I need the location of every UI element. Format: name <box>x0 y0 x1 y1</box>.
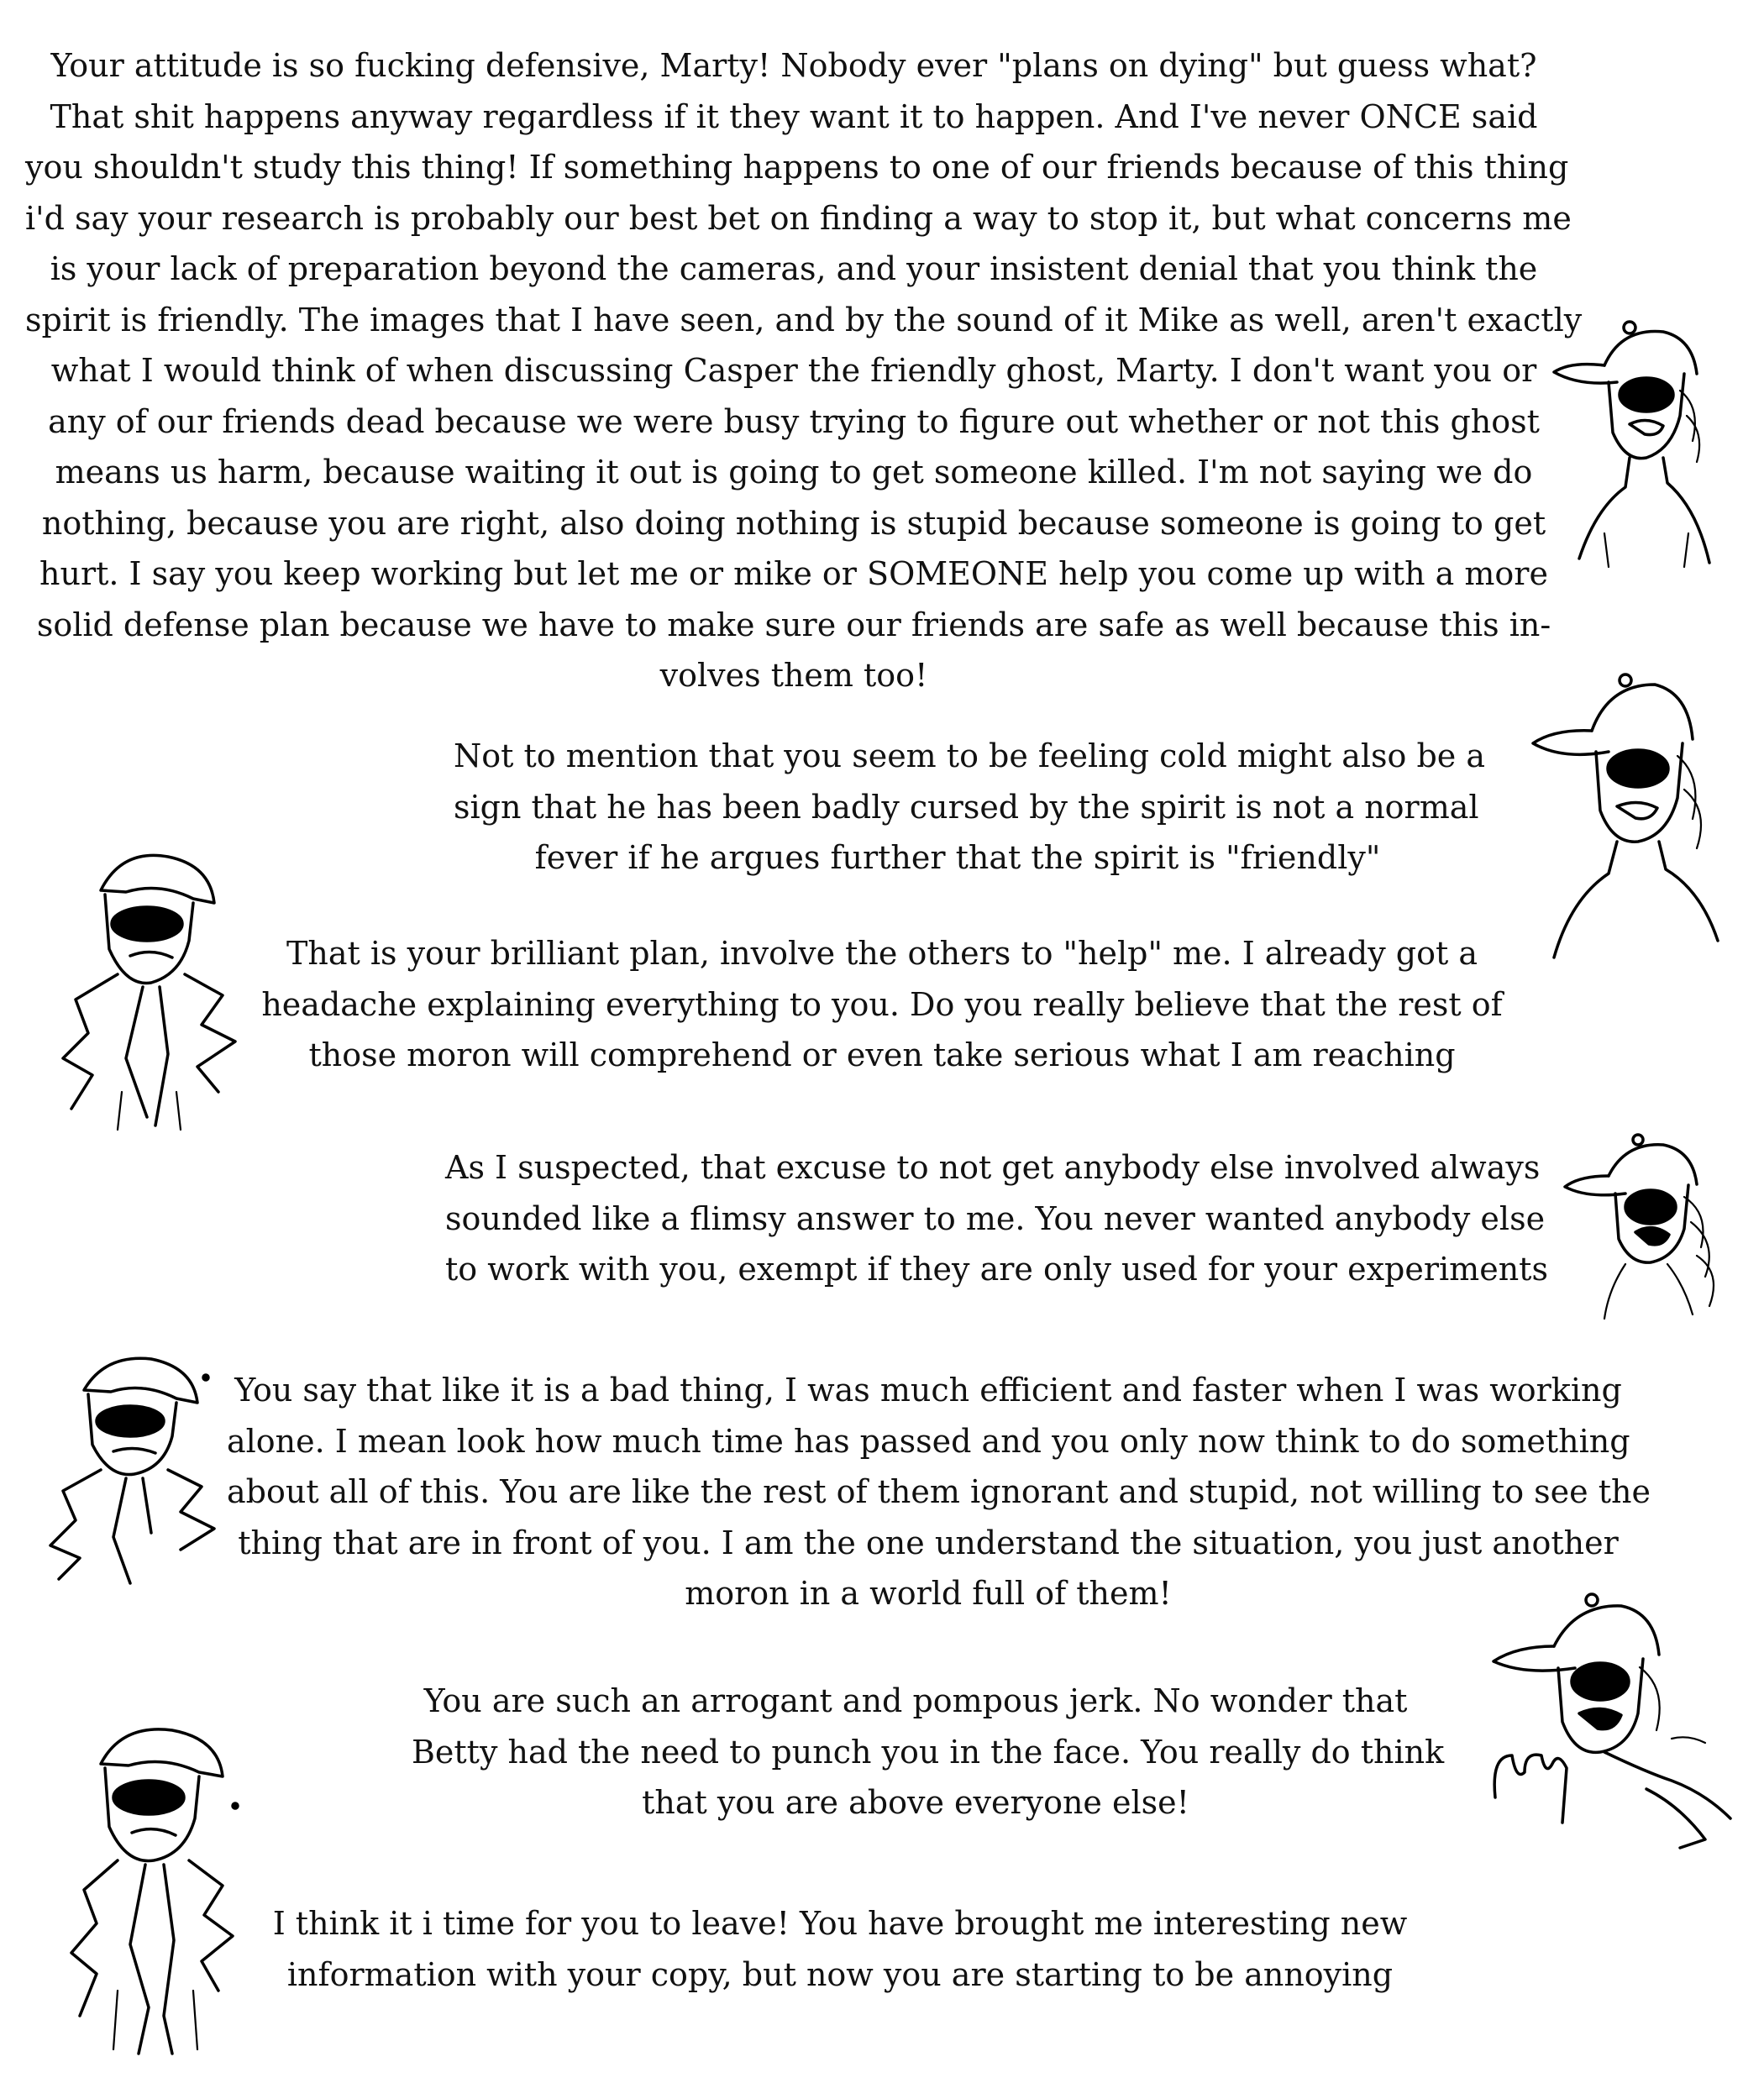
cap-guy-sketch <box>1516 664 1735 966</box>
dialogue-line: sign that he has been badly cursed by the spirit is not a normal <box>454 788 1479 826</box>
dialogue-line: means us harm, because waiting it out is going to get someone killed. I'm not saying we do <box>55 454 1533 491</box>
dialogue-line: i'd say your research is probably our best bet on finding a way to stop it, but what concerns me <box>25 199 1572 237</box>
dialogue-line: That is your brilliant plan, involve the others to "help" me. I already got a <box>286 935 1478 972</box>
dialogue-line: headache explaining everything to you. Do you really believe that the rest of <box>261 985 1503 1023</box>
dialogue-line: any of our friends dead because we were busy trying to figure out whether or not this ghost <box>48 402 1540 440</box>
dialogue-line: volves them too! <box>659 657 928 694</box>
dialogue-block-3 <box>252 928 1512 1081</box>
dialogue-line: thing that are in front of you. I am the one understand the situation, you just another <box>238 1524 1619 1561</box>
dialogue-block-1 <box>25 40 1583 701</box>
dialogue-line: Not to mention that you seem to be feeling cold might also be a <box>454 737 1486 774</box>
dialogue-block-5 <box>227 1365 1651 1619</box>
dialogue-line: moron in a world full of them! <box>685 1575 1172 1612</box>
marty-sketch <box>42 840 244 1134</box>
dialogue-line: alone. I mean look how much time has passed and you only now think to do something <box>227 1422 1630 1460</box>
dialogue-line: Betty had the need to punch you in the face. You really do think <box>412 1733 1445 1771</box>
cap-guy-sketch <box>1478 1587 1747 1865</box>
dialogue-block-4 <box>445 1142 1548 1295</box>
dialogue-line: you shouldn't study this thing! If something happens to one of our friends because of this thing <box>25 149 1569 186</box>
dialogue-line: spirit is friendly. The images that I have seen, and by the sound of it Mike as well, aren't exactly <box>25 301 1583 338</box>
dialogue-line: As I suspected, that excuse to not get anybody else involved always <box>445 1149 1541 1186</box>
dialogue-line: to work with you, exempt if they are only used for your experiments <box>445 1251 1548 1288</box>
dialogue-line: nothing, because you are right, also doing nothing is stupid because someone is going to get <box>41 504 1546 542</box>
dialogue-line: You are such an arrogant and pompous jerk. No wonder that <box>423 1682 1408 1719</box>
dialogue-block-2 <box>454 731 1486 884</box>
dialogue-line: information with your copy, but now you are starting to be annoying <box>286 1955 1394 1993</box>
dialogue-line: about all of this. You are like the rest of them ignorant and stupid, not willing to see the <box>227 1473 1651 1510</box>
dialogue-block-7 <box>252 1898 1428 2000</box>
dialogue-line: that you are above everyone else! <box>642 1784 1189 1821</box>
marty-sketch <box>46 1713 248 2058</box>
dialogue-line: That shit happens anyway regardless if it they want it to happen. And I've never ONCE said <box>50 97 1538 135</box>
cap-guy-sketch <box>1558 1130 1735 1323</box>
dialogue-line: sounded like a flimsy answer to me. You never wanted anybody else <box>445 1199 1546 1237</box>
cap-guy-sketch <box>1546 315 1739 575</box>
marty-sketch <box>34 1344 227 1587</box>
dialogue-line: Your attitude is so fucking defensive, Marty! Nobody ever "plans on dying" but guess what? <box>50 47 1537 84</box>
dialogue-line: those moron will comprehend or even take serious what I am reaching <box>308 1036 1456 1073</box>
dialogue-line: I think it i time for you to leave! You have brought me interesting new <box>272 1905 1408 1942</box>
dialogue-line: is your lack of preparation beyond the cameras, and your insistent denial that you think the <box>50 250 1538 287</box>
dialogue-block-6 <box>412 1676 1445 1829</box>
dialogue-line: what I would think of when discussing Casper the friendly ghost, Marty. I don't want you or <box>50 352 1537 389</box>
dialogue-line: fever if he argues further that the spirit is "friendly" <box>534 839 1381 876</box>
dialogue-line: hurt. I say you keep working but let me or mike or SOMEONE help you come up with a more <box>39 555 1548 592</box>
dialogue-line: solid defense plan because we have to make sure our friends are safe as well because this in- <box>36 606 1551 643</box>
dialogue-line: You say that like it is a bad thing, I was much efficient and faster when I was working <box>234 1372 1622 1409</box>
